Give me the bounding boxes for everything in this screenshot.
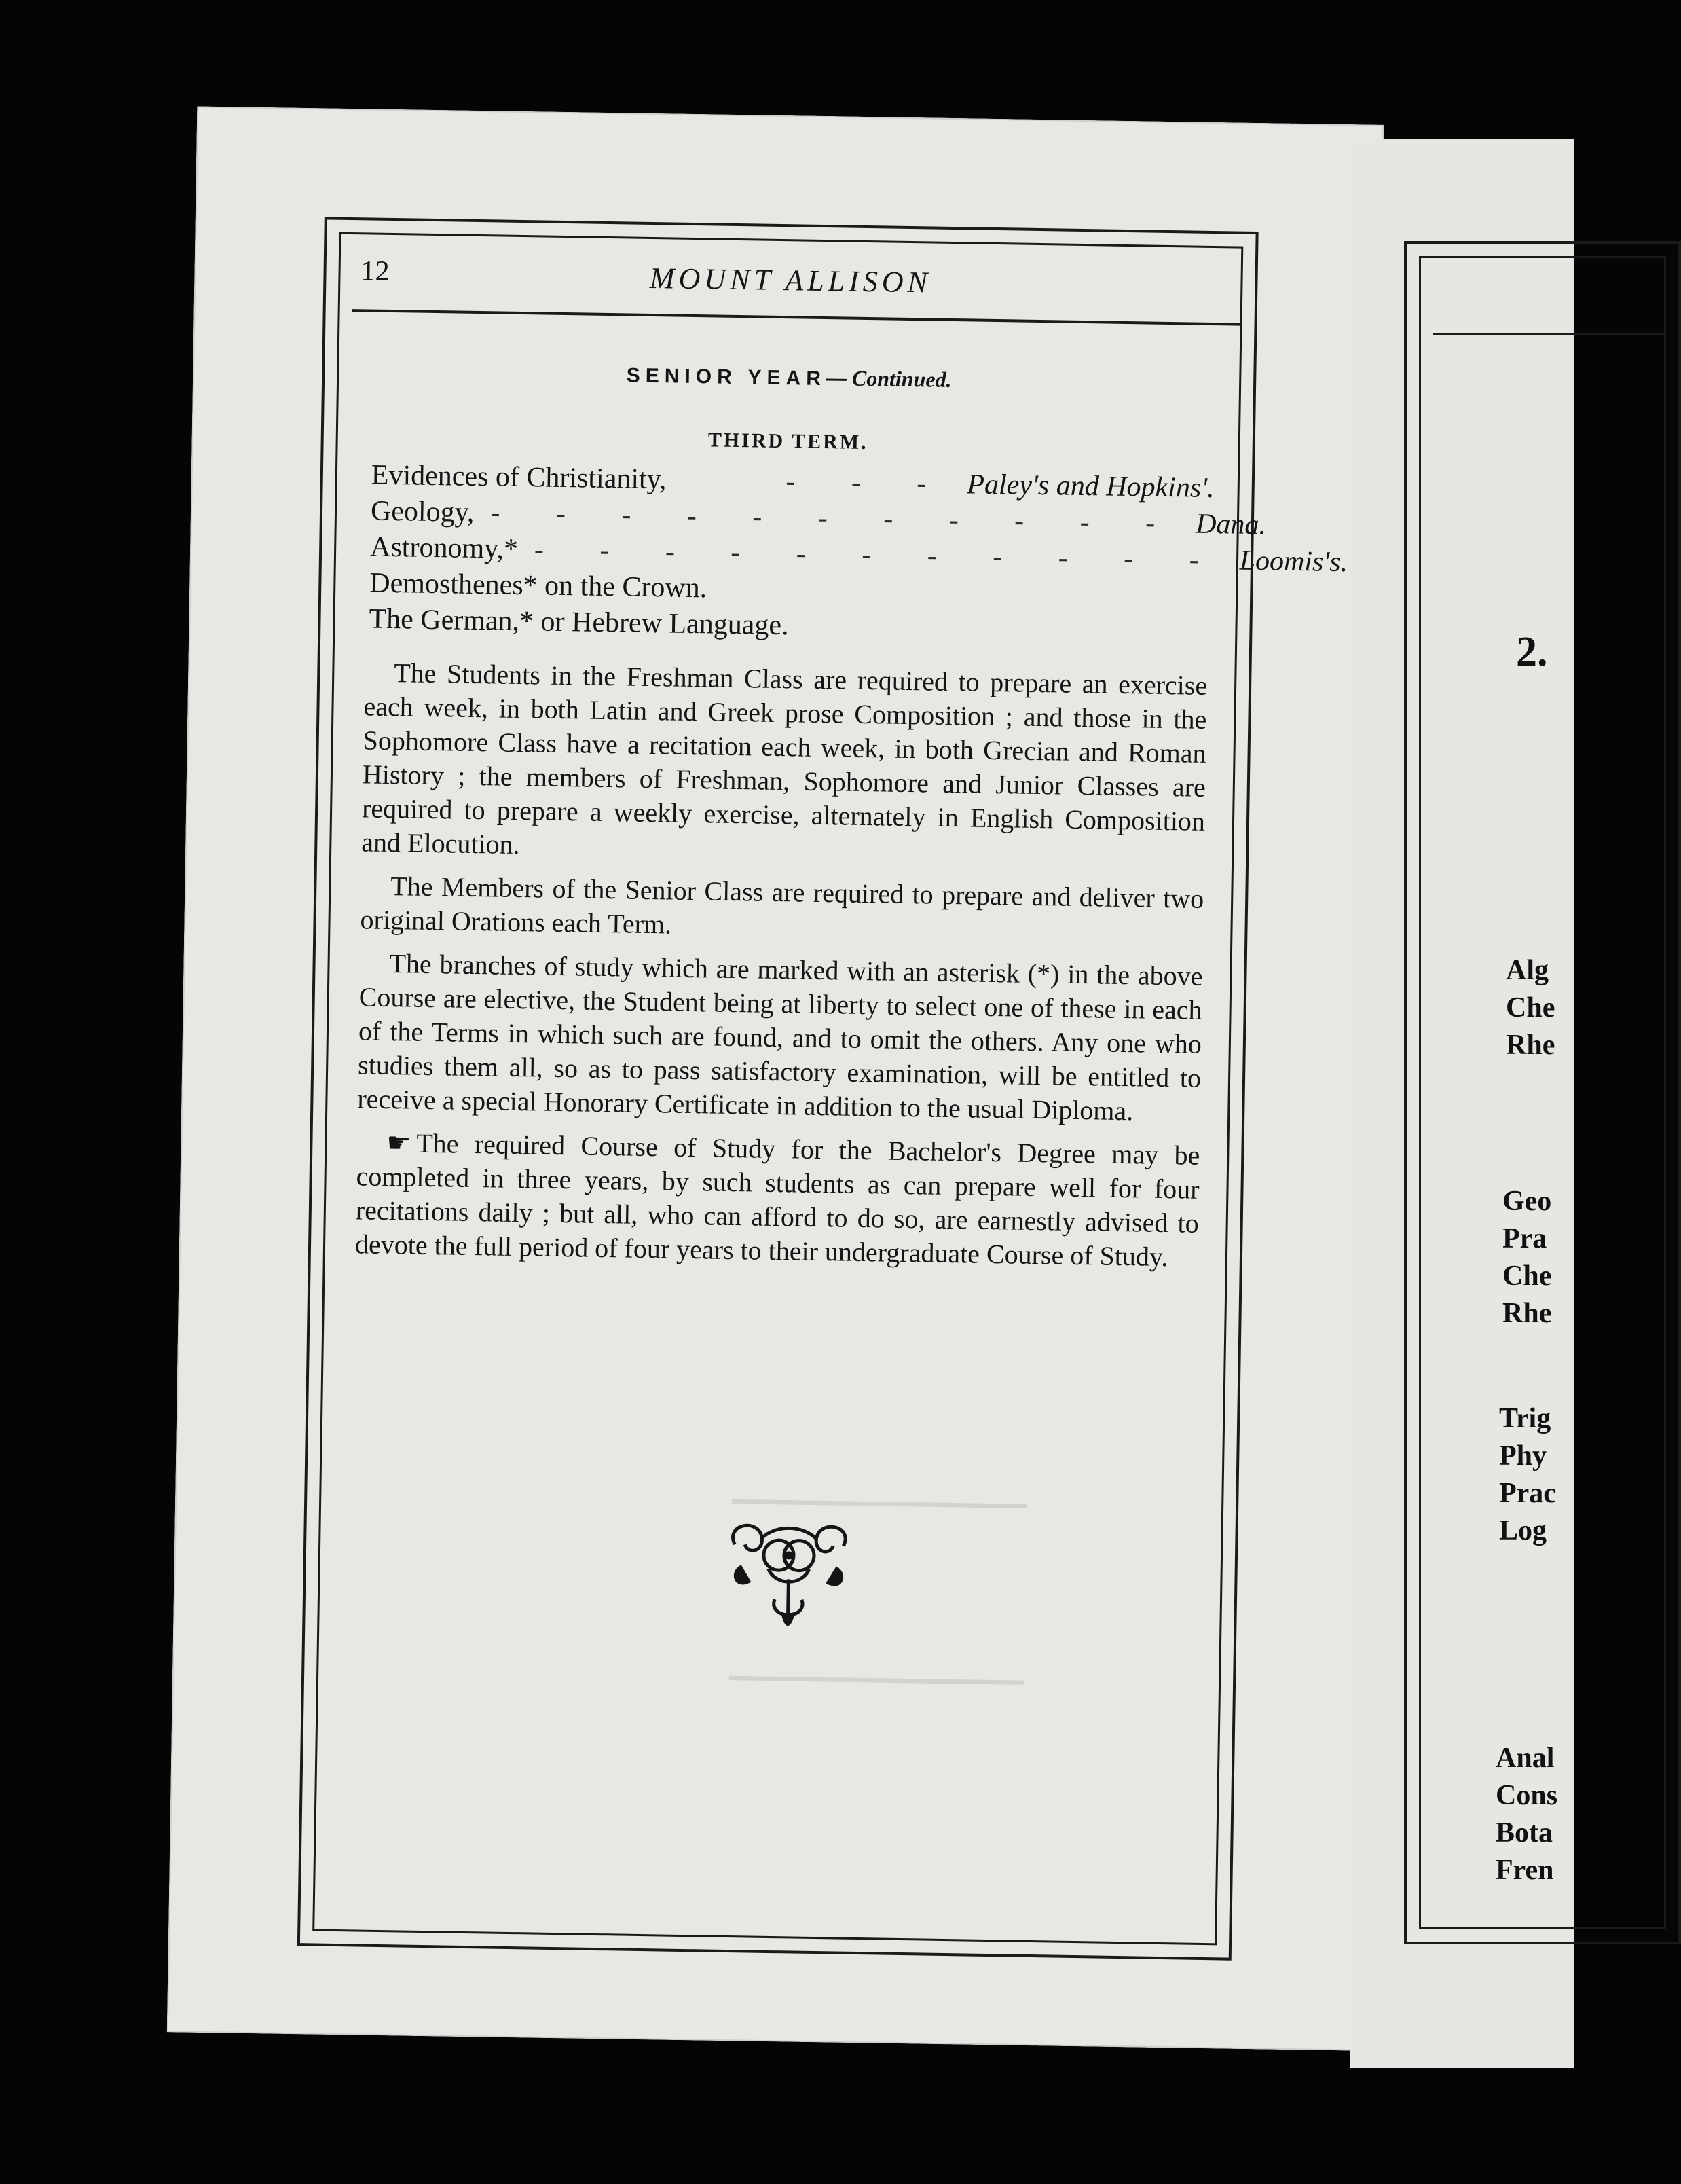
facing-header-rule [1433, 333, 1664, 335]
facing-page-fragment: Prac [1499, 1478, 1556, 1509]
section-heading-title: SENIOR YEAR— [626, 364, 853, 390]
header-rule [352, 309, 1240, 326]
term-heading: THIRD TERM. [707, 429, 868, 454]
bleed-through-text: ━━━━━━━━━━━━━━━━━━━ [731, 1488, 1028, 1521]
notes-paragraph: The branches of study which are marked with an asterisk (*) in the above Course are elective, the Student being at liberty to select one of these in each of the Terms in which such are found, and to omit the others. Any one who studies them all, so as to pass satisfactory examination, will be entitled to receive a special Honorary Certificate in addition to the usual Diploma. [357, 948, 1203, 1127]
notes-paragraph: The Students in the Freshman Class are required to prepare an exercise each week, in both Latin and Greek prose Composition ; and those in the Sophomore Class have a recitation each week, in both Grecian and Roman History ; the members of Freshman, Sophomore and Junior Classes are required to prepare a weekly exercise, alternately in English Composition and Elocution. [361, 657, 1208, 860]
notes-paragraph: The Members of the Senior Class are required to prepare and deliver two original Orations each Term. [360, 871, 1204, 940]
facing-page-inner-border [1419, 256, 1666, 1929]
facing-page-fragment: Fren [1496, 1855, 1554, 1886]
running-head: MOUNT ALLISON [649, 261, 932, 299]
floral-ornament-icon [720, 1517, 857, 1635]
facing-page-fragment: Che [1506, 992, 1555, 1023]
leader-dashes: - - - [786, 466, 951, 500]
bleed-through-text: ━━━━━━━━━━━━━━━━━━━ [728, 1664, 1025, 1698]
course-subject: Astronomy,* [369, 531, 519, 565]
facing-page-border [1404, 241, 1681, 1944]
notes-text [354, 655, 1207, 1284]
course-textbook: Paley's and Hopkins'. [967, 469, 1215, 505]
facing-page-fragment: 2. [1516, 629, 1548, 675]
facing-page-edge [1350, 139, 1574, 2068]
course-list [369, 459, 1348, 652]
facing-page-fragment: Alg [1506, 955, 1549, 986]
course-subject: Evidences of Christianity, [371, 459, 667, 496]
facing-page-fragment: Bota [1496, 1817, 1553, 1849]
section-heading [339, 358, 1239, 397]
catalog-page-12 [167, 106, 1384, 2050]
facing-page-fragment: Log [1499, 1515, 1547, 1546]
facing-page-fragment: Rhe [1506, 1030, 1555, 1061]
leader-dashes: - - - - - - - - - - - [534, 534, 1224, 577]
page-border [297, 217, 1348, 1960]
pointing-hand-icon: ☛ [386, 1127, 411, 1159]
facing-page-fragment: Cons [1496, 1780, 1558, 1811]
notes-paragraph-final [355, 1125, 1200, 1274]
page-inner-border [312, 232, 1348, 1946]
facing-page-fragment: Trig [1499, 1403, 1551, 1434]
course-subject: Demosthenes* on the Crown. [369, 567, 707, 604]
facing-page-fragment: Anal [1496, 1743, 1555, 1774]
facing-page-fragment: Che [1502, 1260, 1552, 1292]
section-heading-continued: Continued. [851, 365, 952, 392]
leader-dashes: - - - - - - - - - - - [490, 497, 1180, 540]
course-subject: The German,* or Hebrew Language. [369, 603, 789, 642]
course-textbook: Loomis's. [1239, 545, 1348, 579]
course-subject: Geology, [370, 495, 475, 528]
facing-page-fragment: Pra [1502, 1223, 1547, 1254]
final-paragraph-text: The required Course of Study for the Bachelor's Degree may be completed in three years, by such students as can prepare well for four recitations daily ; but all, who can afford to do so, are earnestly advised to devote the full period of four years to their undergraduate Course of Study. [354, 1127, 1200, 1273]
facing-page-fragment: Geo [1502, 1186, 1552, 1217]
facing-page-fragment: Rhe [1502, 1298, 1552, 1329]
facing-page-fragment: Phy [1499, 1440, 1547, 1472]
course-textbook: Dana. [1195, 508, 1267, 541]
page-number: 12 [361, 255, 390, 287]
